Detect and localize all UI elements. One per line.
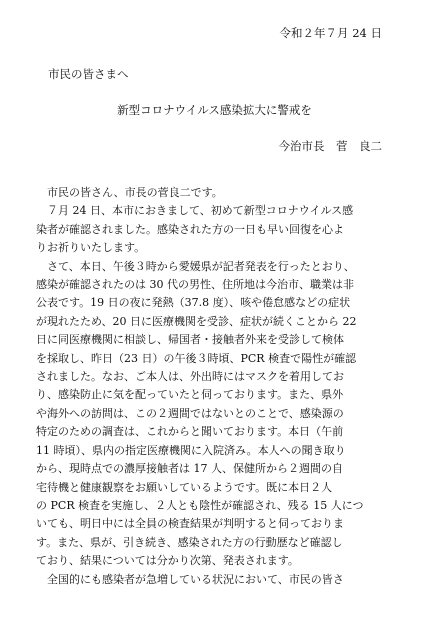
salutation: 市民の皆さまへ xyxy=(48,67,129,81)
body-line: 公表です。19 日の夜に発熱（37.8 度）、咳や倦怠感などの症状 xyxy=(36,296,351,310)
letter-body xyxy=(36,184,400,589)
body-line: の PCR 検査を実施し、２人とも陰性が確認され、残る 15 人につ xyxy=(36,498,364,512)
body-line: を採取し、昨日（23 日）の午後３時頃、PCR 検査で陽性が確認 xyxy=(36,351,357,365)
letter-title: 新型コロナウイルス感染拡大に警戒を xyxy=(117,103,312,117)
body-line: 日に同医療機関に相談し、帰国者・接触者外来を受診して検体 xyxy=(36,333,344,347)
body-line: 市民の皆さん、市長の菅良二です。 xyxy=(36,186,223,199)
body-line: や海外への訪問は、この２週間ではないとのことで、感染源の xyxy=(36,406,344,420)
body-line: 宅待機と健康観察をお願いしているようです。既に本日２人 xyxy=(36,480,333,494)
body-line: 全国的にも感染者が急増している状況において、市民の皆さ xyxy=(36,572,344,586)
body-line: り、感染防止に気を配っていたと伺っております。また、県外 xyxy=(36,388,344,402)
body-line: 11 時頃）、県内の指定医療機関に入院済み。本人への聞き取り xyxy=(36,443,346,457)
body-line: りお祈りいたします。 xyxy=(36,241,146,255)
body-line: す。また、県が、引き続き、感染された方の行動歴など確認し xyxy=(36,535,343,549)
signature: 今治市長 菅 良二 xyxy=(278,139,382,153)
body-line: が現れたため、20 日に医療機関を受診、症状が続くことから 22 xyxy=(36,314,357,328)
body-line: から、現時点での濃厚接触者は 17 人、保健所から２週間の自 xyxy=(36,462,343,476)
body-line: されました。なお、ご本人は、外出時にはマスクを着用してお xyxy=(36,370,344,384)
body-line: いても、明日中には全員の検査結果が判明すると伺っておりま xyxy=(36,517,344,531)
body-line: さて、本日、午後３時から愛媛県が記者発表を行ったとおり、 xyxy=(36,259,355,273)
body-line: 特定のための調査は、これからと聞いております。本日（午前 xyxy=(36,425,344,439)
body-line: 染者が確認されました。感染された方の一日も早い回復を心よ xyxy=(36,222,344,236)
body-line: ており、結果については分かり次第、発表されます。 xyxy=(36,554,299,568)
letter-date: 令和２年７月 24 日 xyxy=(279,26,382,40)
body-line: ７月 24 日、本市におきまして、初めて新型コロナウイルス感 xyxy=(36,204,354,218)
body-line: 感染が確認されたのは 30 代の男性、住所地は今治市、職業は非 xyxy=(36,278,354,292)
